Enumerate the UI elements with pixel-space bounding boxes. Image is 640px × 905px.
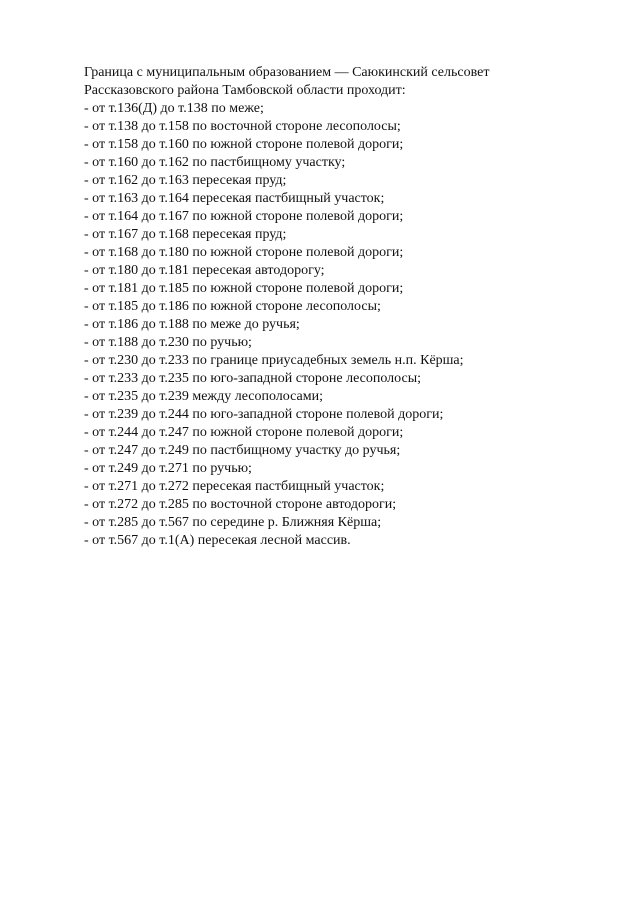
heading-line-1: Граница с муниципальным образованием — Саюкинский сельсовет (84, 65, 490, 80)
list-item: - от т.272 до т.285 по восточной стороне автодороги; (84, 497, 397, 512)
list-item: - от т.136(Д) до т.138 по меже; (84, 101, 264, 116)
list-item: - от т.162 до т.163 пересекая пруд; (84, 173, 287, 188)
list-item: - от т.185 до т.186 по южной стороне лесополосы; (84, 299, 381, 314)
heading-line-2: Рассказовского района Тамбовской области проходит: (84, 83, 406, 98)
list-item: - от т.271 до т.272 пересекая пастбищный участок; (84, 479, 385, 494)
list-item: - от т.239 до т.244 по юго-западной стороне полевой дороги; (84, 407, 444, 422)
list-item: - от т.167 до т.168 пересекая пруд; (84, 227, 287, 242)
list-item: - от т.164 до т.167 по южной стороне полевой дороги; (84, 209, 404, 224)
list-item: - от т.158 до т.160 по южной стороне полевой дороги; (84, 137, 404, 152)
list-item: - от т.567 до т.1(А) пересекая лесной массив. (84, 533, 351, 548)
list-item: - от т.247 до т.249 по пастбищному участку до ручья; (84, 443, 401, 458)
list-item: - от т.235 до т.239 между лесополосами; (84, 389, 323, 404)
boundary-segment-list (84, 100, 584, 550)
list-item: - от т.163 до т.164 пересекая пастбищный участок; (84, 191, 385, 206)
list-item: - от т.180 до т.181 пересекая автодорогу; (84, 263, 325, 278)
list-item: - от т.188 до т.230 по ручью; (84, 335, 252, 350)
list-item: - от т.168 до т.180 по южной стороне полевой дороги; (84, 245, 404, 260)
list-item: - от т.233 до т.235 по юго-западной стороне лесополосы; (84, 371, 421, 386)
boundary-description (84, 64, 584, 550)
list-item: - от т.244 до т.247 по южной стороне полевой дороги; (84, 425, 404, 440)
list-item: - от т.138 до т.158 по восточной стороне лесополосы; (84, 119, 401, 134)
list-item: - от т.186 до т.188 по меже до ручья; (84, 317, 300, 332)
list-item: - от т.249 до т.271 по ручью; (84, 461, 252, 476)
list-item: - от т.230 до т.233 по границе приусадебных земель н.п. Кёрша; (84, 353, 464, 368)
list-item: - от т.160 до т.162 по пастбищному участку; (84, 155, 346, 170)
list-item: - от т.181 до т.185 по южной стороне полевой дороги; (84, 281, 404, 296)
list-item: - от т.285 до т.567 по середине р. Ближняя Кёрша; (84, 515, 382, 530)
